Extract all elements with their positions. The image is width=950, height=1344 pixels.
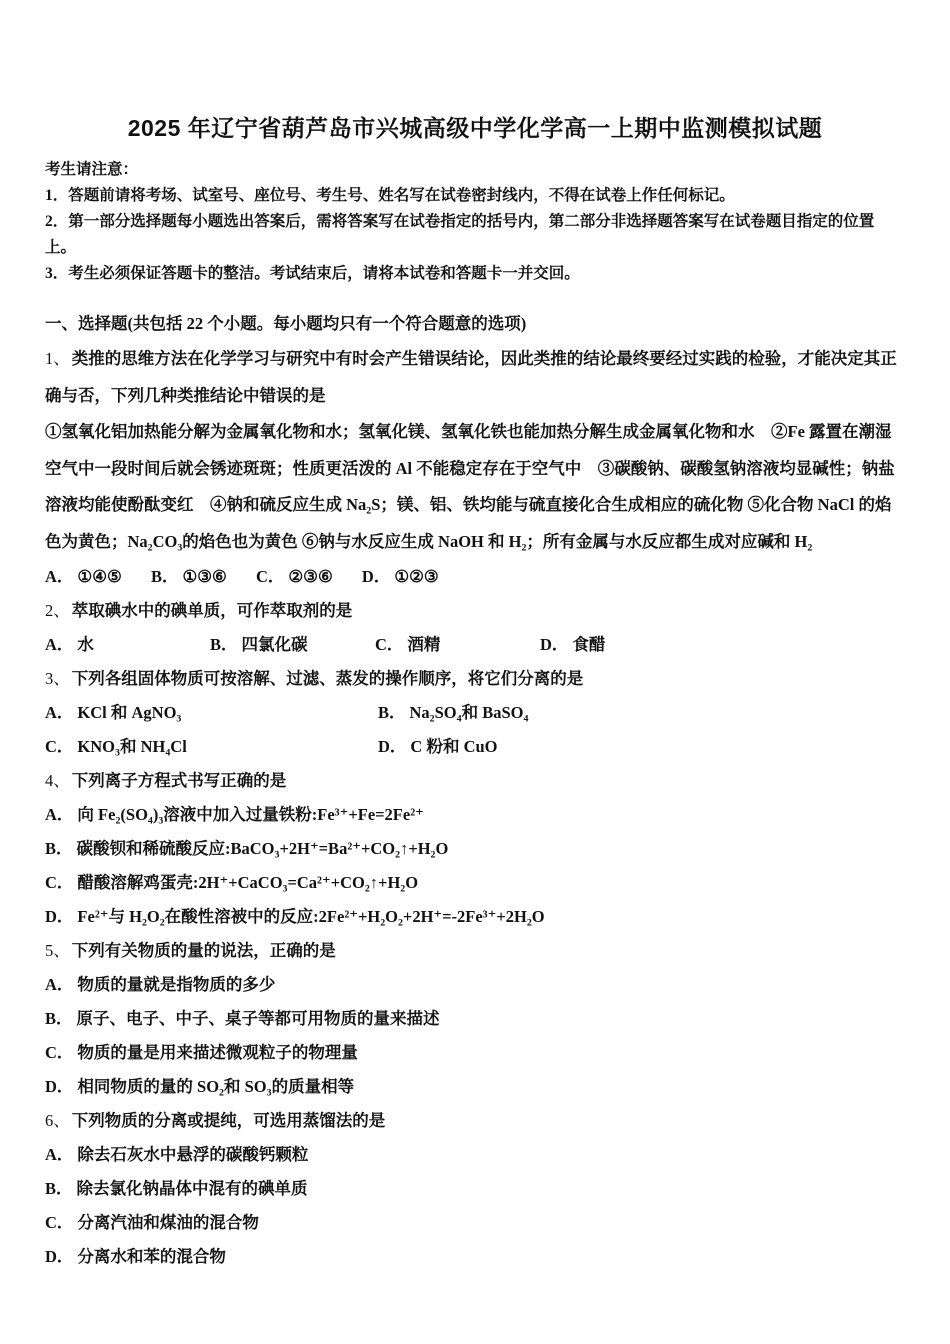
option-text: ①②③: [394, 567, 439, 586]
option-label: B．: [45, 839, 73, 858]
question-3-option-a: [45, 696, 378, 730]
question-4-option-d: [45, 900, 905, 934]
option-text: KCl 和 AgNO₃: [77, 703, 182, 722]
option-text: 四氯化碳: [241, 635, 308, 654]
option-text: 食醋: [572, 635, 606, 654]
question-3-stem-text: 下列各组固体物质可按溶解、过滤、蒸发的操作顺序，将它们分离的是: [71, 669, 584, 688]
option-text: 酒精: [407, 635, 441, 654]
question-1-stem: [45, 341, 905, 414]
question-2: [45, 594, 905, 662]
option-text: 醋酸溶解鸡蛋壳:2H⁺+CaCO₃=Ca²⁺+CO₂↑+H₂O: [77, 873, 419, 892]
option-label: C．: [375, 635, 404, 654]
question-3-number: 3、: [45, 669, 70, 688]
question-2-number: 2、: [45, 601, 70, 620]
option-label: D．: [45, 1247, 74, 1266]
option-text: 分离汽油和煤油的混合物: [77, 1213, 259, 1232]
question-1-option-a: [45, 567, 122, 586]
option-text: 物质的量是用来描述微观粒子的物理量: [77, 1043, 358, 1062]
option-label: A．: [45, 635, 74, 654]
question-3: [45, 662, 905, 764]
question-3-options: [45, 696, 905, 764]
section-heading: 一、选择题(共包括 22 个小题。每小题均只有一个符合题意的选项): [45, 314, 527, 333]
question-5-option-b: [45, 1002, 905, 1036]
exam-title: 2025 年辽宁省葫芦岛市兴城高级中学化学高一上期中监测模拟试题: [127, 115, 823, 141]
option-text: ①③⑥: [182, 567, 227, 586]
option-text: 向 Fe₂(SO₄)₃溶液中加入过量铁粉:Fe³⁺+Fe=2Fe²⁺: [77, 805, 424, 824]
question-2-stem-text: 萃取碘水中的碘单质，可作萃取剂的是: [71, 601, 353, 620]
question-2-stem: [45, 594, 905, 628]
question-6-stem-text: 下列物质的分离或提纯，可选用蒸馏法的是: [71, 1111, 386, 1130]
question-4-option-c: [45, 866, 905, 900]
question-2-option-a: [45, 628, 210, 662]
question-6-option-c: [45, 1206, 905, 1240]
question-1-option-c: [256, 567, 333, 586]
option-label: D．: [45, 1077, 74, 1096]
question-6: [45, 1104, 905, 1274]
option-label: A．: [45, 703, 74, 722]
option-text: Fe²⁺与 H₂O₂在酸性溶被中的反应:2Fe²⁺+H₂O₂+2H⁺=-2Fe³⁺+2H₂O: [77, 907, 545, 926]
option-label: B．: [45, 1009, 73, 1028]
question-5-option-a: [45, 968, 905, 1002]
question-3-stem: [45, 662, 905, 696]
question-4-option-b: [45, 832, 905, 866]
notice-item-2: 2．第一部分选择题每小题选出答案后，需将答案写在试卷指定的括号内，第二部分非选择题答案写在试卷题目指定的位置上。: [45, 213, 875, 256]
question-1-option-d: [362, 567, 439, 586]
option-label: A．: [45, 1145, 74, 1164]
question-1-options: [45, 560, 905, 594]
question-2-option-b: [210, 628, 375, 662]
question-3-option-d: [378, 730, 905, 764]
question-1-option-b: [151, 567, 227, 586]
option-text: KNO₃和 NH₄Cl: [77, 737, 187, 756]
option-label: C．: [255, 567, 285, 586]
option-label: C．: [45, 737, 74, 756]
question-5-stem-text: 下列有关物质的量的说法，正确的是: [71, 941, 336, 960]
question-4: [45, 764, 905, 934]
question-6-option-d: [45, 1240, 905, 1274]
question-2-options: [45, 628, 905, 662]
question-1-statements: ①氢氧化铝加热能分解为金属氧化物和水；氢氧化镁、氢氧化铁也能加热分解生成金属氧化物和水 ②Fe 露置在潮湿空气中一段时间后就会锈迹斑斑；性质更活泼的 Al 不能稳定存在于空气中 ③碳酸钠、碳酸氢钠溶液均显碱性；钠盐溶液均能使酚酞变红 ④钠和硫反应生成 Na₂S；镁、铝、铁均能与硫直接化合生成相应的硫化物 ⑤化合物 NaCl 的焰色为黄色；Na₂CO₃的焰色也为黄色 ⑥钠与水反应生成 NaOH 和 H₂；所有金属与水反应都生成对应碱和 H₂: [45, 422, 895, 551]
question-1-number: 1、: [45, 349, 70, 368]
option-text: ②③⑥: [288, 567, 333, 586]
option-text: 碳酸钡和稀硫酸反应:BaCO₃+2H⁺=Ba²⁺+CO₂↑+H₂O: [76, 839, 449, 858]
question-2-option-d: [540, 628, 605, 662]
option-label: D．: [361, 567, 391, 586]
option-label: A．: [45, 805, 74, 824]
option-text: 除去氯化钠晶体中混有的碘单质: [76, 1179, 308, 1198]
option-text: 水: [77, 635, 94, 654]
option-label: D．: [540, 635, 569, 654]
option-text: 分离水和苯的混合物: [77, 1247, 226, 1266]
option-text: C 粉和 CuO: [410, 737, 498, 756]
option-label: D．: [45, 907, 74, 926]
question-3-option-b: [378, 696, 905, 730]
notice-item-3: 3．考生必须保证答题卡的整洁。考试结束后，请将本试卷和答题卡一并交回。: [45, 265, 580, 282]
option-text: 除去石灰水中悬浮的碳酸钙颗粒: [77, 1145, 309, 1164]
question-6-number: 6、: [45, 1111, 70, 1130]
option-label: A．: [45, 975, 74, 994]
notice-item-1: 1．答题前请将考场、试室号、座位号、考生号、姓名写在试卷密封线内，不得在试卷上作任何标记。: [45, 187, 735, 204]
option-text: 物质的量就是指物质的多少: [77, 975, 276, 994]
question-5-stem: [45, 934, 905, 968]
notice-block: [45, 157, 905, 287]
option-label: B．: [210, 635, 238, 654]
question-4-stem: [45, 764, 905, 798]
option-label: C．: [45, 1213, 74, 1232]
question-2-option-c: [375, 628, 540, 662]
question-1: [45, 341, 905, 594]
option-label: B．: [378, 703, 406, 722]
notice-heading: 考生请注意：: [45, 161, 139, 178]
question-3-option-c: [45, 730, 378, 764]
question-5: [45, 934, 905, 1104]
question-6-option-a: [45, 1138, 905, 1172]
question-4-number: 4、: [45, 771, 70, 790]
option-text: 相同物质的量的 SO₂和 SO₃的质量相等: [77, 1077, 355, 1096]
question-5-number: 5、: [45, 941, 70, 960]
question-4-stem-text: 下列离子方程式书写正确的是: [71, 771, 287, 790]
question-6-option-b: [45, 1172, 905, 1206]
question-5-option-d: [45, 1070, 905, 1104]
option-label: B．: [45, 1179, 73, 1198]
option-label: C．: [45, 1043, 74, 1062]
option-label: D．: [378, 737, 407, 756]
question-1-stem-text: 类推的思维方法在化学学习与研究中有时会产生错误结论，因此类推的结论最终要经过实践的检验，才能决定其正确与否，下列几种类推结论中错误的是: [45, 349, 897, 405]
option-text: ①④⑤: [77, 567, 122, 586]
question-5-option-c: [45, 1036, 905, 1070]
question-4-option-a: [45, 798, 905, 832]
option-text: Na₂SO₄和 BaSO₄: [409, 703, 529, 722]
option-label: A．: [45, 567, 74, 586]
option-label: C．: [45, 873, 74, 892]
option-text: 原子、电子、中子、桌子等都可用物质的量来描述: [76, 1009, 440, 1028]
question-6-stem: [45, 1104, 905, 1138]
option-label: B．: [150, 567, 179, 586]
